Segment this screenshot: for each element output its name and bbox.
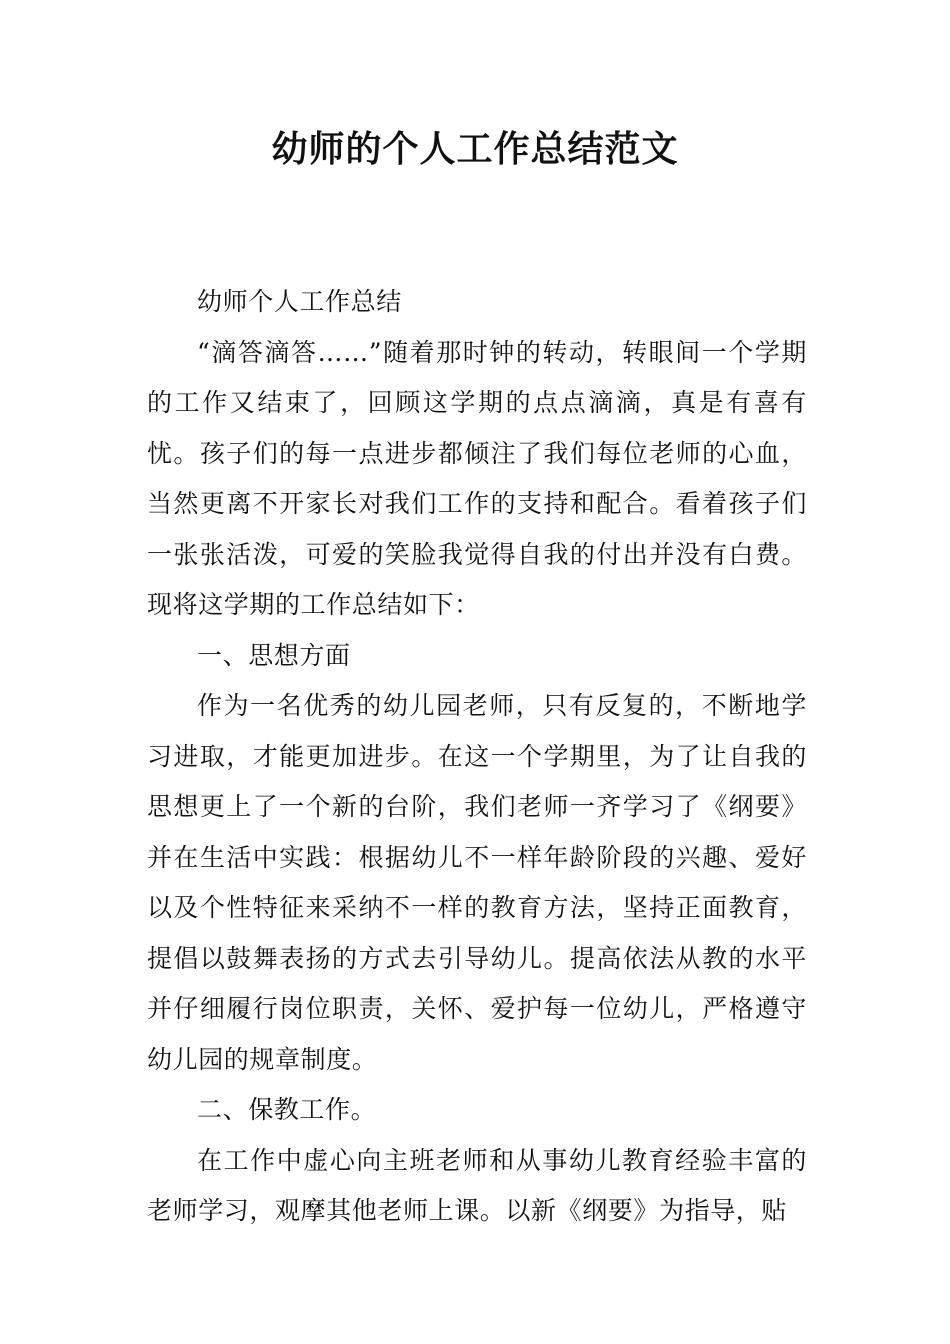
section-heading-summary: 幼师个人工作总结: [197, 287, 402, 316]
paragraph-intro: “滴答滴答……”随着那时钟的转动，转眼间一个学期的工作又结束了，回顾这学期的点点滴滴，真是有喜有忧。孩子们的每一点进步都倾注了我们每位老师的心血，当然更离不开家长对我们工作的支持和配合。看着孩子们一张张活泼，可爱的笑脸我觉得自我的付出并没有白费。现将这学期的工作总结如下：: [147, 337, 807, 619]
paragraph-care-education: 在工作中虚心向主班老师和从事幼儿教育经验丰富的老师学习，观摩其他老师上课。以新《纲要》为指导，贴: [147, 1145, 807, 1225]
document-body: [147, 277, 807, 1237]
paragraph-thought: 作为一名优秀的幼儿园老师，只有反复的，不断地学习进取，才能更加进步。在这一个学期里，为了让自我的思想更上了一个新的台阶，我们老师一齐学习了《纲要》并在生活中实践：根据幼儿不一样年龄阶段的兴趣、爱好以及个性特征来采纳不一样的教育方法，坚持正面教育，提倡以鼓舞表扬的方式去引导幼儿。提高依法从教的水平并仔细履行岗位职责，关怀、爱护每一位幼儿，严格遵守幼儿园的规章制度。: [147, 691, 807, 1074]
section-heading-thought: 一、思想方面: [197, 640, 351, 670]
document-title: 幼师的个人工作总结范文: [271, 129, 679, 170]
section-heading-care-education: 二、保教工作。: [197, 1095, 377, 1124]
